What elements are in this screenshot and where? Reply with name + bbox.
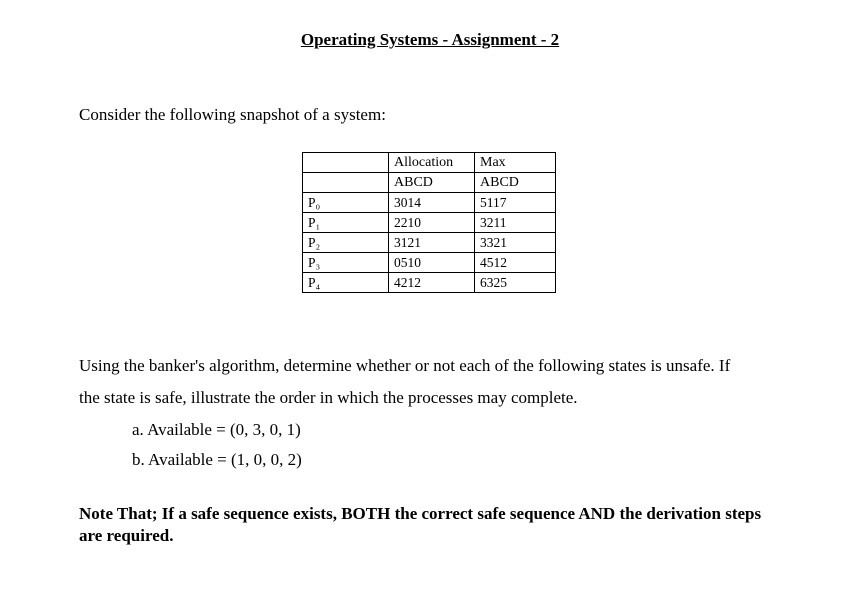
max-cell: 5117 — [475, 193, 556, 213]
table-row — [303, 213, 556, 233]
subheader-cell-max: ABCD — [475, 173, 556, 193]
max-cell: 4512 — [475, 253, 556, 273]
table-row — [303, 273, 556, 293]
allocation-cell: 0510 — [389, 253, 475, 273]
allocation-cell: 2210 — [389, 213, 475, 233]
document-title: Operating Systems - Assignment - 2 — [300, 30, 560, 49]
max-cell: 6325 — [475, 273, 556, 293]
question-item-a: a. Available = (0, 3, 0, 1) — [132, 420, 301, 439]
allocation-cell: 3121 — [389, 233, 475, 253]
allocation-cell: 3014 — [389, 193, 475, 213]
table-row — [303, 253, 556, 273]
intro-text: Consider the following snapshot of a system: — [79, 105, 386, 124]
process-cell: P₂ — [303, 233, 389, 253]
header-cell-allocation: Allocation — [389, 153, 475, 173]
question-item-b: b. Available = (1, 0, 0, 2) — [132, 450, 302, 469]
subheader-cell-process — [303, 173, 389, 193]
note-text: Note That; If a safe sequence exists, BOTH the correct safe sequence AND the derivation steps are required. — [79, 504, 762, 545]
process-cell: P₀ — [303, 193, 389, 213]
process-cell: P₁ — [303, 213, 389, 233]
header-cell-max: Max — [475, 153, 556, 173]
allocation-cell: 4212 — [389, 273, 475, 293]
table-header-row — [303, 153, 556, 173]
process-cell: P₃ — [303, 253, 389, 273]
header-cell-process — [303, 153, 389, 173]
max-cell: 3321 — [475, 233, 556, 253]
table-subheader-row — [303, 173, 556, 193]
table-row — [303, 193, 556, 213]
question-line-1: Using the banker's algorithm, determine whether or not each of the following states is unsafe. If — [79, 356, 731, 375]
max-cell: 3211 — [475, 213, 556, 233]
snapshot-table — [302, 152, 556, 293]
table-row — [303, 233, 556, 253]
process-cell: P₄ — [303, 273, 389, 293]
subheader-cell-allocation: ABCD — [389, 173, 475, 193]
question-line-2: the state is safe, illustrate the order in which the processes may complete. — [79, 388, 578, 407]
